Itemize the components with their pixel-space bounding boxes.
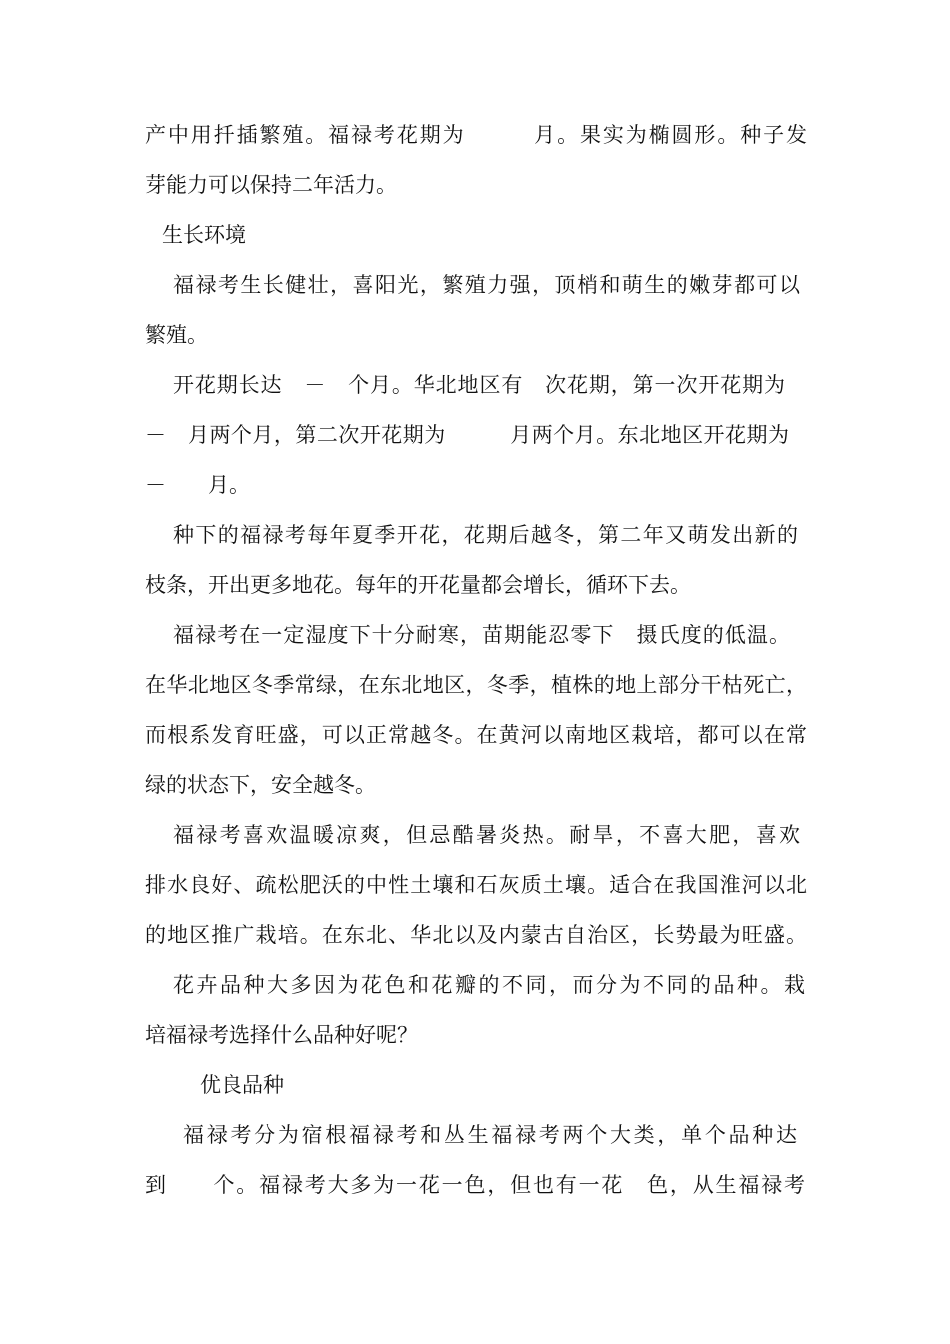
text-line: 而根系发育旺盛，可以正常越冬。在黄河以南地区栽培，都可以在常 xyxy=(145,723,807,747)
text-line: 福禄考喜欢温暖凉爽，但忌酷暑炎热。耐旱，不喜大肥，喜欢 xyxy=(173,823,800,847)
text-line: 福禄考生长健壮，喜阳光，繁殖力强，顶梢和萌生的嫩芽都可以 xyxy=(173,273,800,297)
text-line: 的地区推广栽培。在东北、华北以及内蒙古自治区，长势最为旺盛。 xyxy=(145,923,807,947)
text-line: 福禄考分为宿根福禄考和丛生福禄考两个大类，单个品种达 xyxy=(183,1123,797,1147)
text-line: 到 个。福禄考大多为一花一色，但也有一花 色，从生福禄考 xyxy=(145,1173,805,1197)
text-line: 产中用扦插繁殖。福禄考花期为 月。果实为椭圆形。种子发 xyxy=(145,123,807,147)
text-line: 枝条，开出更多地花。每年的开花量都会增长，循环下去。 xyxy=(145,573,691,597)
text-line: 绿的状态下，安全越冬。 xyxy=(145,773,376,797)
text-line: 种下的福禄考每年夏季开花，花期后越冬，第二年又萌发出新的 xyxy=(173,523,798,547)
section-heading-fine-varieties: 优良品种 xyxy=(200,1073,284,1097)
text-line: 在华北地区冬季常绿，在东北地区，冬季，植株的地上部分干枯死亡， xyxy=(145,673,807,697)
text-line: 繁殖。 xyxy=(145,323,208,347)
text-line: 花卉品种大多因为花色和花瓣的不同，而分为不同的品种。栽 xyxy=(173,973,805,997)
text-line: － 月两个月，第二次开花期为 月两个月。东北地区开花期为 xyxy=(145,423,789,447)
text-line: 开花期长达 － 个月。华北地区有 次花期，第一次开花期为 xyxy=(173,373,785,397)
text-line: 排水良好、疏松肥沃的中性土壤和石灰质土壤。适合在我国淮河以北 xyxy=(145,873,807,897)
text-line: 芽能力可以保持二年活力。 xyxy=(145,173,397,197)
text-line: 福禄考在一定湿度下十分耐寒，苗期能忍零下 摄氏度的低温。 xyxy=(173,623,790,647)
section-heading-growth-environment: 生长环境 xyxy=(162,223,246,247)
text-line: － 月。 xyxy=(145,473,250,497)
text-line: 培福禄考选择什么品种好呢？ xyxy=(145,1023,418,1047)
